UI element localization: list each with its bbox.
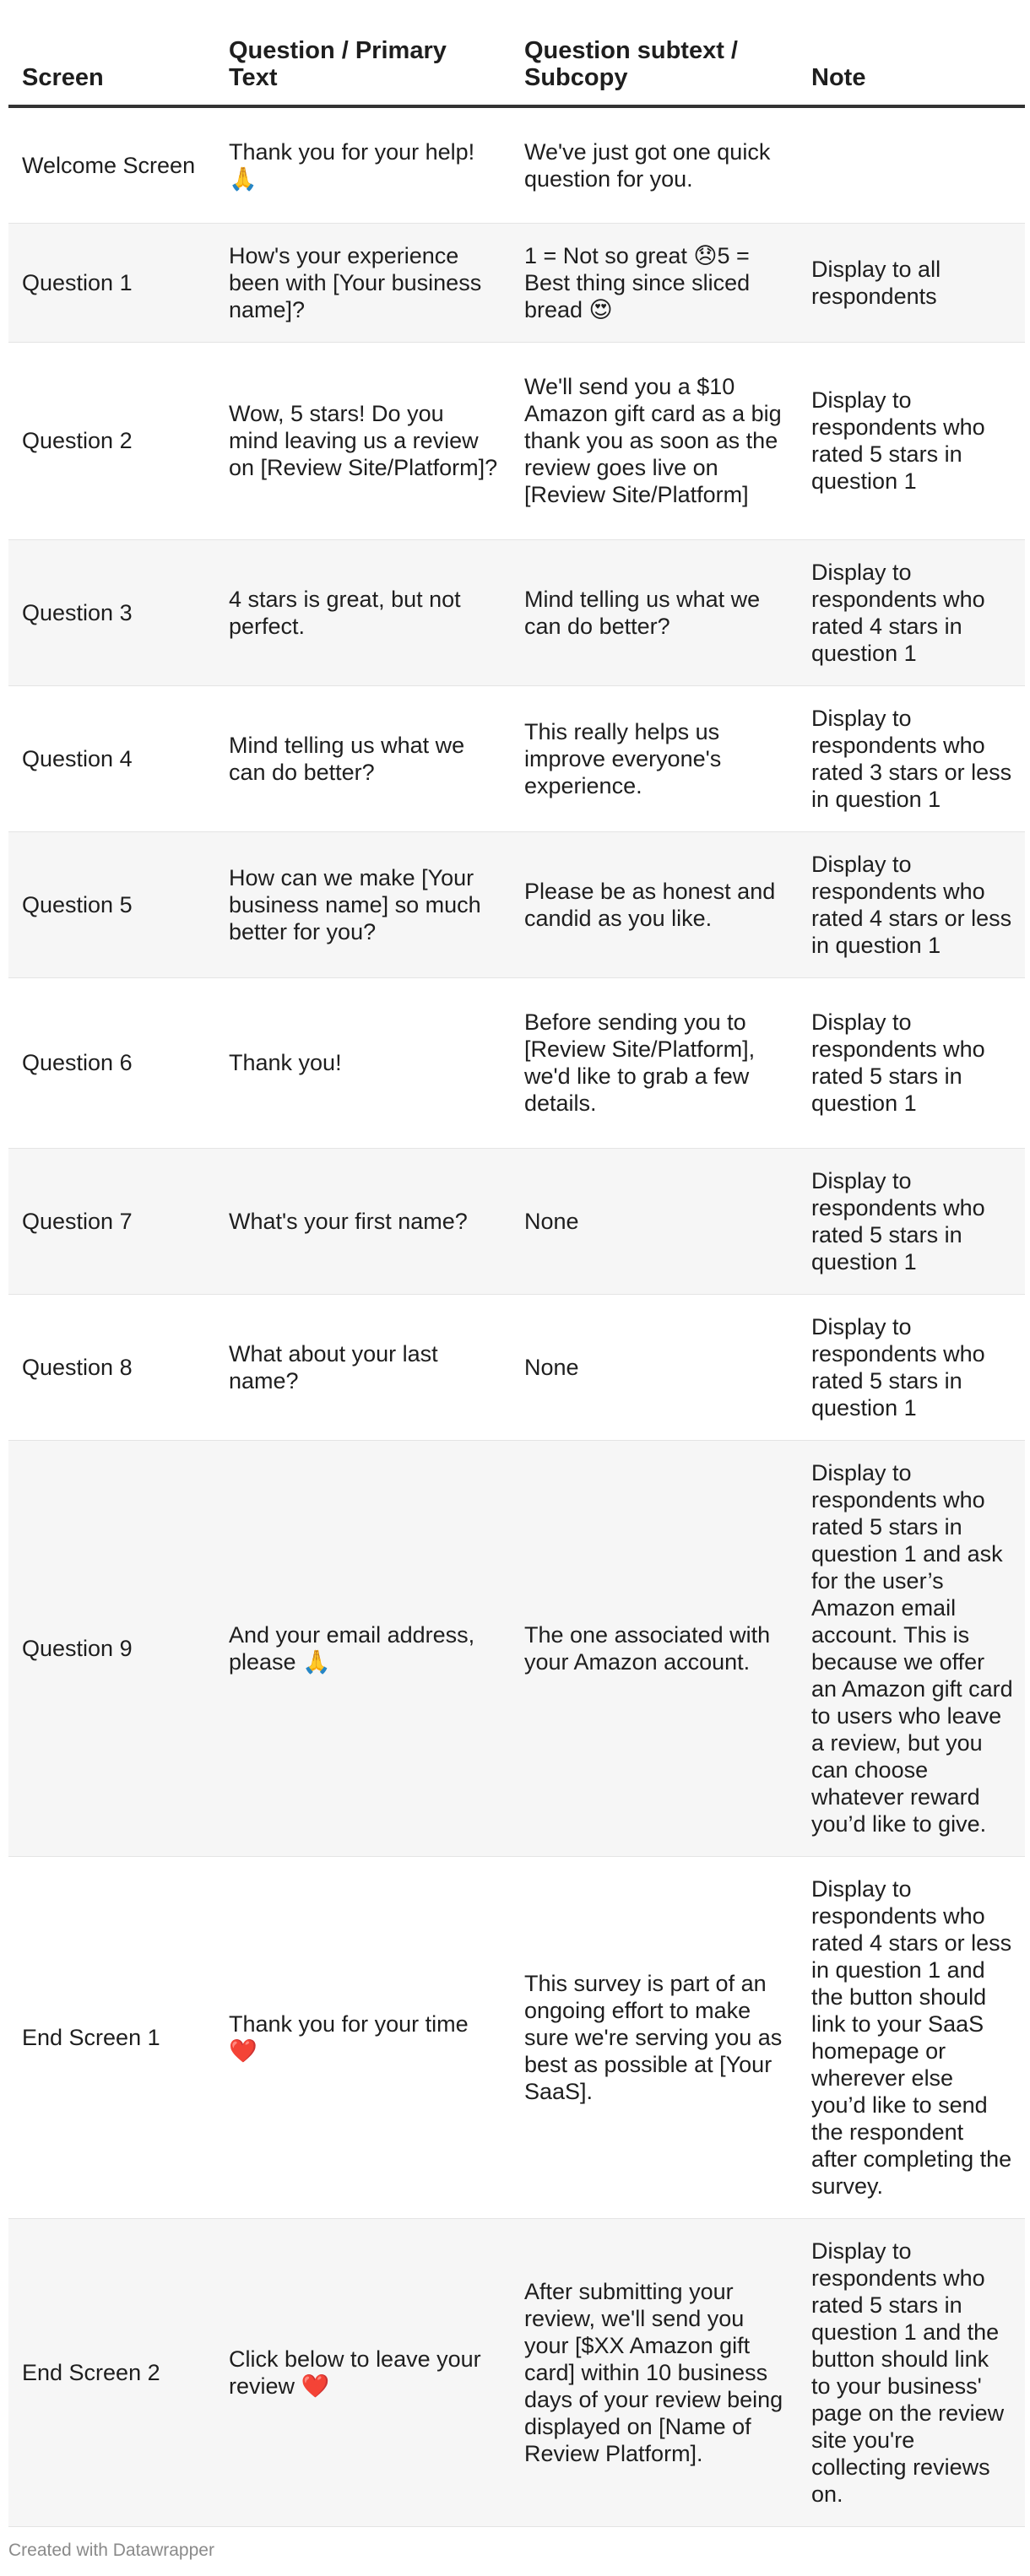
header-screen: Screen [8, 8, 215, 106]
cell-screen: Question 2 [8, 342, 215, 539]
cell-question: Thank you for your help! 🙏 [215, 106, 511, 223]
cell-question: Click below to leave your review ❤️ [215, 2218, 511, 2526]
cell-question: Thank you for your time ❤️ [215, 1856, 511, 2218]
survey-table-container [8, 8, 1025, 2527]
cell-subtext: We'll send you a $10 Amazon gift card as a big thank you as soon as the review goes live on [Review Site/Platform] [511, 342, 798, 539]
cell-note: Display to respondents who rated 5 stars in question 1 and ask for the user’s Amazon email account. This is because we offer an Amazon gift card to users who leave a review, but you can choose whatever reward you’d like to give. [798, 1440, 1025, 1856]
table-row [8, 2218, 1025, 2526]
cell-screen: Question 1 [8, 223, 215, 342]
header-question: Question / Primary Text [215, 8, 511, 106]
cell-subtext: This really helps us improve everyone's experience. [511, 685, 798, 831]
cell-note: Display to all respondents [798, 223, 1025, 342]
cell-note: Display to respondents who rated 5 stars in question 1 [798, 1294, 1025, 1440]
table-row [8, 223, 1025, 342]
cell-subtext: 1 = Not so great 😞5 = Best thing since sliced bread 😍 [511, 223, 798, 342]
cell-subtext: Mind telling us what we can do better? [511, 539, 798, 685]
cell-screen: End Screen 1 [8, 1856, 215, 2218]
cell-subtext: None [511, 1148, 798, 1294]
table-row [8, 977, 1025, 1148]
cell-note: Display to respondents who rated 5 stars in question 1 [798, 1148, 1025, 1294]
cell-screen: End Screen 2 [8, 2218, 215, 2526]
table-row [8, 539, 1025, 685]
table-row [8, 106, 1025, 223]
table-row [8, 1440, 1025, 1856]
cell-note: Display to respondents who rated 4 stars or less in question 1 [798, 831, 1025, 977]
cell-question: Thank you! [215, 977, 511, 1148]
cell-question: Mind telling us what we can do better? [215, 685, 511, 831]
cell-question: And your email address, please 🙏 [215, 1440, 511, 1856]
cell-question: How's your experience been with [Your business name]? [215, 223, 511, 342]
cell-screen: Welcome Screen [8, 106, 215, 223]
cell-question: Wow, 5 stars! Do you mind leaving us a review on [Review Site/Platform]? [215, 342, 511, 539]
header-subtext: Question subtext / Subcopy [511, 8, 798, 106]
header-note: Note [798, 8, 1025, 106]
cell-subtext: Before sending you to [Review Site/Platform], we'd like to grab a few details. [511, 977, 798, 1148]
cell-note: Display to respondents who rated 4 stars in question 1 [798, 539, 1025, 685]
table-row [8, 1856, 1025, 2218]
table-row [8, 685, 1025, 831]
table-row [8, 342, 1025, 539]
cell-note: Display to respondents who rated 4 stars or less in question 1 and the button should link to your SaaS homepage or wherever else you’d like to send the respondent after completing the survey. [798, 1856, 1025, 2218]
cell-screen: Question 3 [8, 539, 215, 685]
cell-note: Display to respondents who rated 5 stars in question 1 and the button should link to your business' page on the review site you're collecting reviews on. [798, 2218, 1025, 2526]
cell-note: Display to respondents who rated 5 stars in question 1 [798, 342, 1025, 539]
cell-note: Display to respondents who rated 5 stars in question 1 [798, 977, 1025, 1148]
cell-question: What about your last name? [215, 1294, 511, 1440]
cell-screen: Question 4 [8, 685, 215, 831]
cell-subtext: We've just got one quick question for you. [511, 106, 798, 223]
cell-question: How can we make [Your business name] so much better for you? [215, 831, 511, 977]
cell-question: What's your first name? [215, 1148, 511, 1294]
cell-screen: Question 8 [8, 1294, 215, 1440]
cell-subtext: The one associated with your Amazon account. [511, 1440, 798, 1856]
cell-subtext: Please be as honest and candid as you like. [511, 831, 798, 977]
table-header [8, 8, 1025, 106]
table-row [8, 1294, 1025, 1440]
cell-note: Display to respondents who rated 3 stars or less in question 1 [798, 685, 1025, 831]
table-body [8, 106, 1025, 2526]
cell-subtext: This survey is part of an ongoing effort to make sure we're serving you as best as possible at [Your SaaS]. [511, 1856, 798, 2218]
cell-subtext: None [511, 1294, 798, 1440]
cell-screen: Question 5 [8, 831, 215, 977]
cell-note [798, 106, 1025, 223]
cell-screen: Question 6 [8, 977, 215, 1148]
survey-table [8, 8, 1025, 2527]
cell-screen: Question 9 [8, 1440, 215, 1856]
datawrapper-credit: Created with Datawrapper [8, 2541, 214, 2560]
table-row [8, 831, 1025, 977]
cell-subtext: After submitting your review, we'll send you your [$XX Amazon gift card] within 10 business days of your review being displayed on [Name of Review Platform]. [511, 2218, 798, 2526]
cell-question: 4 stars is great, but not perfect. [215, 539, 511, 685]
table-row [8, 1148, 1025, 1294]
cell-screen: Question 7 [8, 1148, 215, 1294]
header-row [8, 8, 1025, 106]
